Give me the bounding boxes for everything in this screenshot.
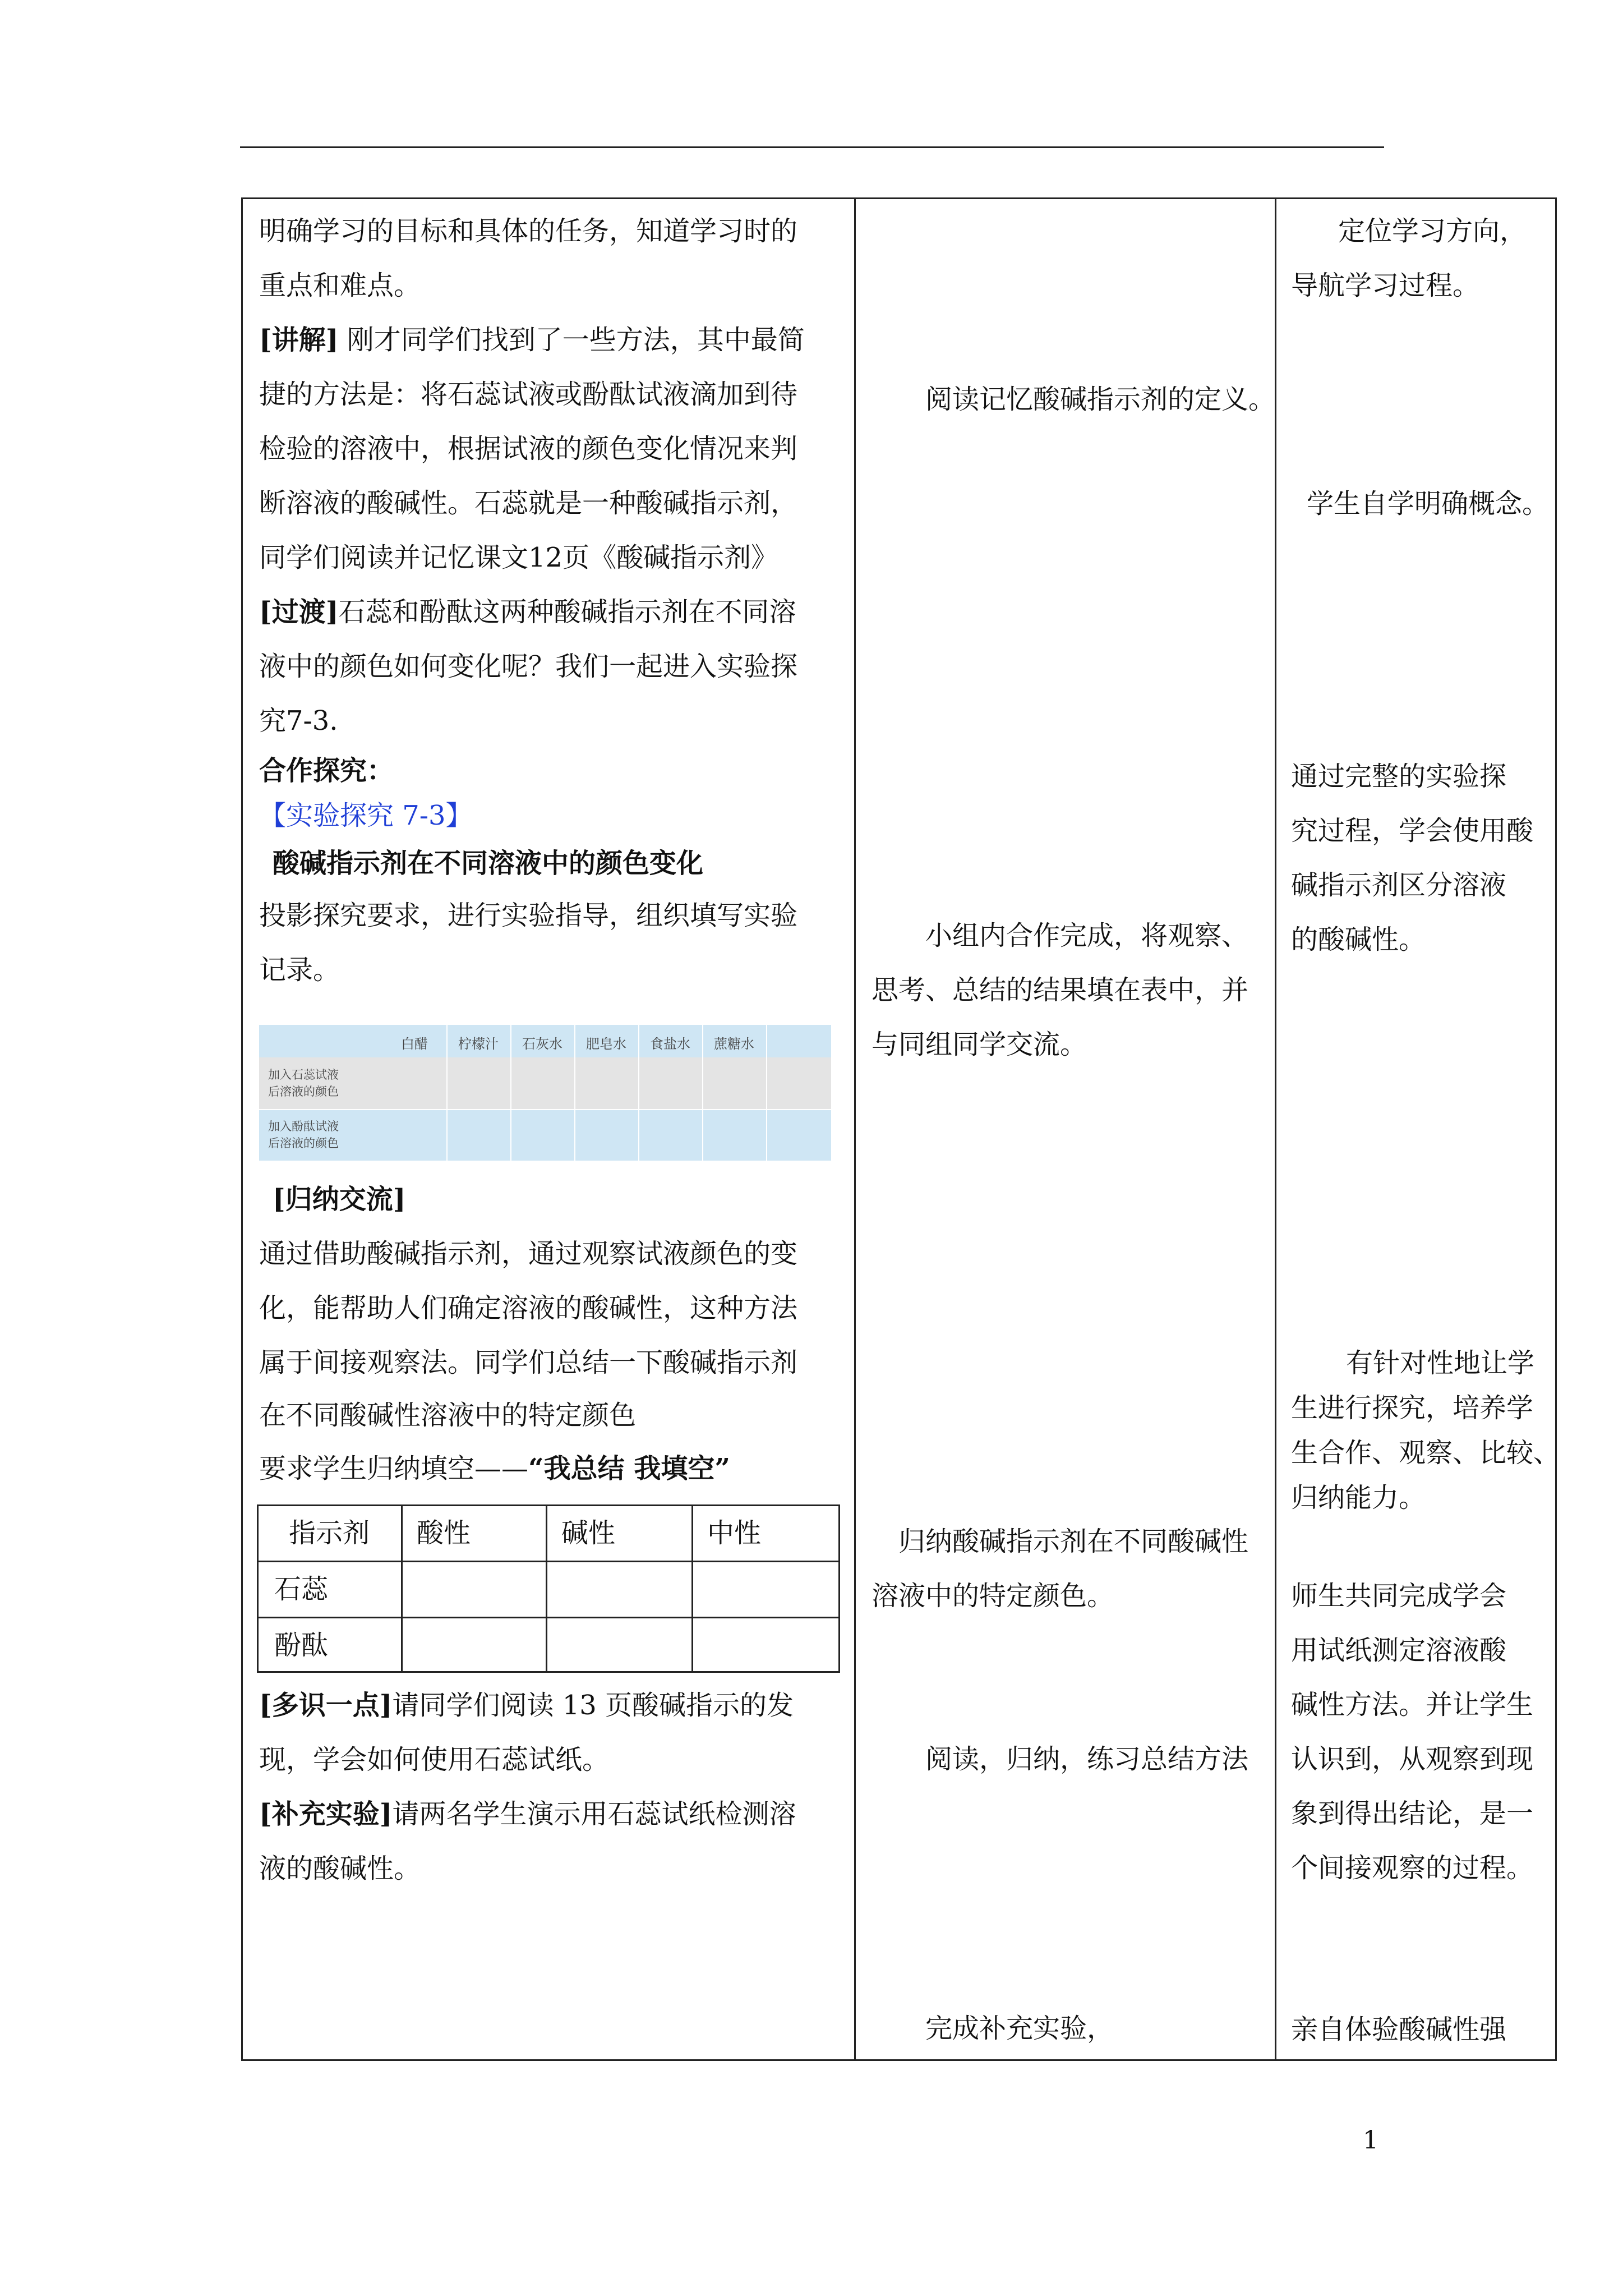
student-text-line: 小组内合作完成，将观察、 xyxy=(925,920,1249,951)
header-cell: 白醋 xyxy=(401,1036,428,1052)
section-tag-lecture: [讲解] xyxy=(259,324,339,356)
student-text-line: 完成补充实验， xyxy=(925,2013,1114,2044)
teacher-text: 请同学们阅读 13 页酸碱指示的发 xyxy=(392,1690,794,1721)
student-text-line: 思考、总结的结果填在表中，并 xyxy=(872,974,1249,1006)
section-tag-summary: [归纳交流] xyxy=(273,1184,406,1215)
teacher-text: 刚才同学们找到了一些方法，其中最简 xyxy=(338,324,805,356)
header-cell: 蔗糖水 xyxy=(714,1036,754,1052)
experiment-subtitle: 酸碱指示剂在不同溶液中的颜色变化 xyxy=(273,848,704,879)
intent-text-line: 认识到，从观察到现 xyxy=(1291,1743,1534,1775)
teacher-text-line: 重点和难点。 xyxy=(259,270,421,301)
teacher-text-line: 现，学会如何使用石蕊试纸。 xyxy=(259,1744,610,1775)
intent-text-line: 定位学习方向， xyxy=(1338,215,1527,247)
intent-text-line: 归纳能力。 xyxy=(1291,1482,1426,1513)
student-text-line: 阅读记忆酸碱指示剂的定义。 xyxy=(925,384,1276,415)
grid-line xyxy=(546,1506,547,1671)
student-text-line: 归纳酸碱指示剂在不同酸碱性 xyxy=(898,1526,1249,1557)
grid-line xyxy=(691,1506,693,1671)
row-label: 加入酚酞试液 xyxy=(268,1120,339,1133)
student-text-line: 溶液中的特定颜色。 xyxy=(872,1580,1114,1612)
column-divider xyxy=(854,199,856,2059)
teacher-text-line: 检验的溶液中，根据试液的颜色变化情况来判 xyxy=(259,433,798,464)
teacher-text-line xyxy=(259,1678,794,1733)
intent-text-line: 象到得出结论，是一 xyxy=(1291,1798,1534,1829)
teacher-text-line xyxy=(259,313,805,367)
intent-text-line: 学生自学明确概念。 xyxy=(1307,488,1550,519)
page-number: 1 xyxy=(1363,2126,1378,2155)
intent-text-line: 有针对性地让学 xyxy=(1346,1347,1535,1379)
teacher-text-line: 属于间接观察法。同学们总结一下酸碱指示剂 xyxy=(259,1347,798,1378)
intent-text-line: 个间接观察的过程。 xyxy=(1291,1852,1534,1884)
teacher-text-line: 液的酸碱性。 xyxy=(259,1853,421,1884)
experiment-record-table-image xyxy=(259,1025,831,1161)
intent-text-line: 碱性方法。并让学生 xyxy=(1291,1689,1534,1720)
teacher-text-line: 在不同酸碱性溶液中的特定颜色 xyxy=(259,1400,637,1431)
teacher-text: 要求学生归纳填空—— xyxy=(259,1453,529,1484)
intent-text-line: 亲自体验酸碱性强 xyxy=(1291,2014,1507,2045)
row-label: 加入石蕊试液 xyxy=(268,1068,339,1082)
row-label: 后溶液的颜色 xyxy=(268,1085,339,1098)
row-label: 石蕊 xyxy=(274,1573,329,1605)
row-label: 酚酞 xyxy=(274,1630,329,1661)
teacher-text-line: 投影探究要求，进行实验指导，组织填写实验 xyxy=(259,900,798,931)
row-label: 后溶液的颜色 xyxy=(268,1137,339,1150)
column-divider xyxy=(1275,199,1276,2059)
teacher-text-line xyxy=(259,1441,730,1497)
teacher-text-line: 断溶液的酸碱性。石蕊就是一种酸碱指示剂， xyxy=(259,487,798,519)
intent-text-line: 通过完整的实验探 xyxy=(1291,761,1507,792)
teacher-text-line: 化，能帮助人们确定溶液的酸碱性，这种方法 xyxy=(259,1292,798,1324)
header-cell: 柠檬汁 xyxy=(458,1036,499,1052)
section-tag-transition: [过渡] xyxy=(259,596,339,628)
intent-text-line: 的酸碱性。 xyxy=(1291,924,1426,955)
teacher-text-line: 记录。 xyxy=(259,954,340,986)
header-cell: 碱性 xyxy=(561,1517,616,1549)
header-cell: 肥皂水 xyxy=(586,1036,626,1052)
teacher-text: 石蕊和酚酞这两种酸碱指示剂在不同溶 xyxy=(338,596,796,628)
teacher-text-line: 究7-3. xyxy=(259,705,338,737)
teacher-text-line: 液中的颜色如何变化呢？我们一起进入实验探 xyxy=(259,651,798,682)
section-tag-supplementary-experiment: [补充实验] xyxy=(259,1798,393,1830)
student-text-line: 阅读，归纳，练习总结方法 xyxy=(925,1743,1249,1775)
header-cell: 中性 xyxy=(707,1517,762,1549)
fill-in-prompt: “我总结 我填空” xyxy=(528,1453,730,1484)
teacher-text-line: 明确学习的目标和具体的任务，知道学习时的 xyxy=(259,215,798,247)
intent-text-line: 究过程，学会使用酸 xyxy=(1291,815,1534,846)
teacher-text-line: 通过借助酸碱指示剂，通过观察试液颜色的变 xyxy=(259,1238,798,1269)
grid-line xyxy=(259,1617,838,1618)
header-cell: 石灰水 xyxy=(522,1036,562,1052)
grid-line xyxy=(766,1025,767,1161)
grid-line xyxy=(401,1506,403,1671)
intent-text-line: 导航学习过程。 xyxy=(1291,270,1480,301)
intent-text-line: 生进行探究，培养学 xyxy=(1291,1392,1534,1424)
indicator-fill-table xyxy=(257,1504,840,1673)
cooperative-inquiry-heading: 合作探究： xyxy=(259,755,394,786)
grid-line xyxy=(259,1109,831,1110)
header-cell: 酸性 xyxy=(417,1517,471,1549)
section-tag-extra-knowledge: [多识一点] xyxy=(259,1690,393,1721)
header-rule xyxy=(240,146,1384,148)
teacher-text-line xyxy=(259,1787,796,1842)
teacher-text-line xyxy=(259,585,796,639)
grid-line xyxy=(259,1561,838,1562)
intent-text-line: 生合作、观察、比较、 xyxy=(1291,1437,1561,1469)
teacher-text: 请两名学生演示用石蕊试纸检测溶 xyxy=(392,1798,796,1830)
intent-text-line: 师生共同完成学会 xyxy=(1291,1580,1507,1612)
student-text-line: 与同组同学交流。 xyxy=(872,1029,1087,1060)
experiment-title: 【实验探究 7-3】 xyxy=(259,800,473,831)
table-row-band xyxy=(259,1109,831,1161)
teacher-text-line: 同学们阅读并记忆课文12页《酸碱指示剂》 xyxy=(259,542,778,573)
header-cell: 指示剂 xyxy=(289,1517,370,1549)
intent-text-line: 用试纸测定溶液酸 xyxy=(1291,1635,1507,1666)
header-cell: 食盐水 xyxy=(650,1036,690,1052)
table-row-band xyxy=(259,1057,831,1109)
teacher-text-line: 捷的方法是：将石蕊试液或酚酞试液滴加到待 xyxy=(259,379,798,410)
intent-text-line: 碱指示剂区分溶液 xyxy=(1291,869,1507,901)
